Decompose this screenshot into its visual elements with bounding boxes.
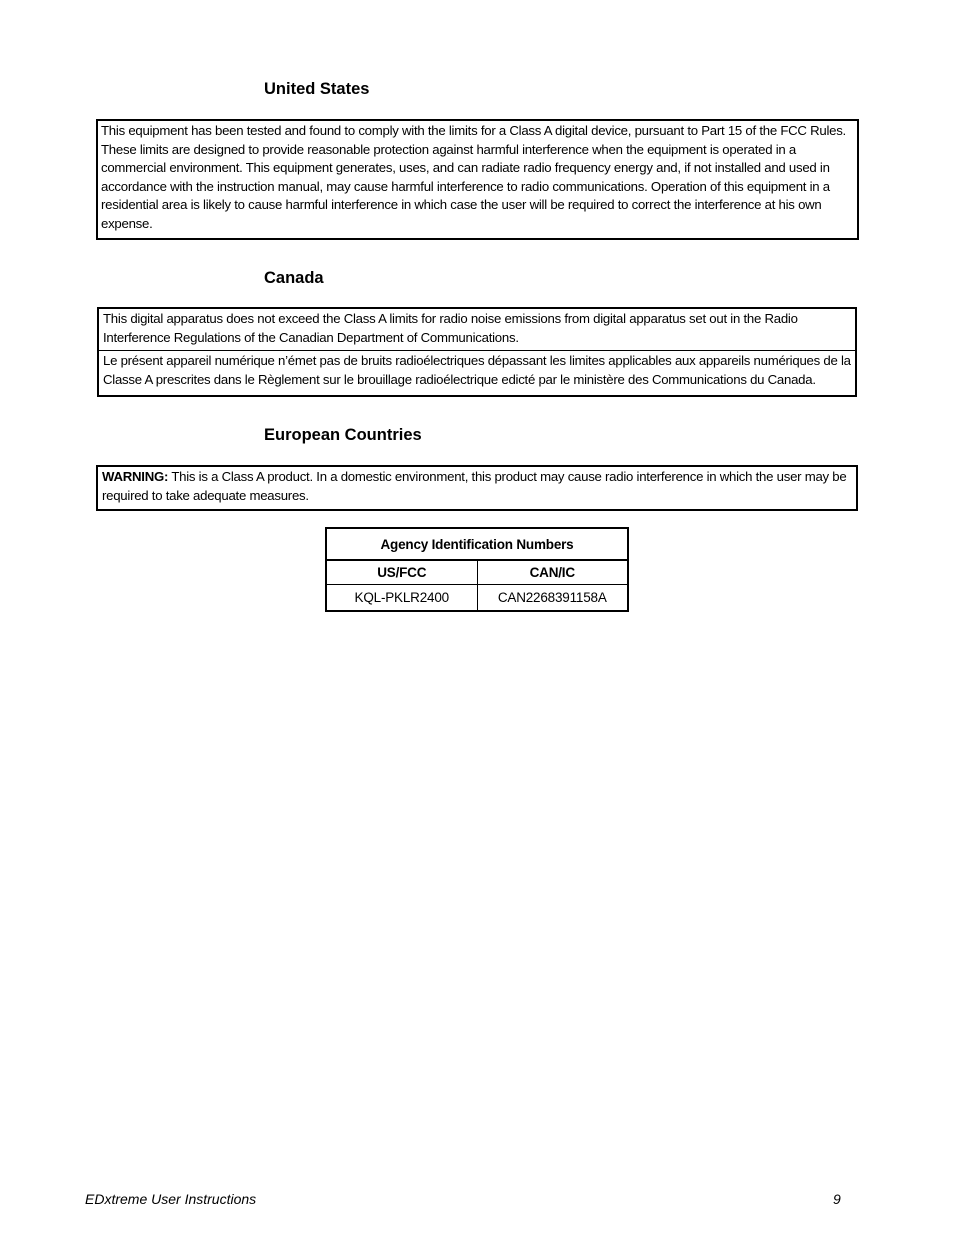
us-fcc-statement-box xyxy=(96,119,859,240)
agency-table-header-row xyxy=(326,560,628,585)
section-heading-canada: Canada xyxy=(264,269,324,287)
us-fcc-statement: This equipment has been tested and found to comply with the limits for a Class A digital device, pursuant to Part 15 of the FCC Rules. These limits are designed to provide reasonable protection against harmful interference when the equipment is operated in a commercial environment. This equipment generates, uses, and can radiate radio frequency energy and, if not installed and used in accordance with the instruction manual, may cause harmful interference to radio communications. Operation of this equipment in a residential area is likely to cause harmful interference in which case the user will be required to correct the interference at his own expense. xyxy=(101,123,846,231)
us-fcc-id: KQL-PKLR2400 xyxy=(326,585,477,612)
footer-page-number: 9 xyxy=(833,1191,841,1207)
column-header-can-ic: CAN/IC xyxy=(477,560,628,585)
section-heading-united-states: United States xyxy=(264,80,370,98)
canada-statement-box xyxy=(97,307,857,397)
canada-statement-english: This digital apparatus does not exceed the Class A limits for radio noise emissions from digital apparatus set out in the Radio Interference Regulations of the Canadian Department of Communications. xyxy=(103,311,798,345)
warning-text: This is a Class A product. In a domestic environment, this product may cause radio interference in which the user may be required to take adequate measures. xyxy=(102,469,847,503)
section-heading-european-countries: European Countries xyxy=(264,426,422,444)
column-header-us-fcc: US/FCC xyxy=(326,560,477,585)
agency-table-title: Agency Identification Numbers xyxy=(326,528,628,560)
eu-warning-box xyxy=(96,465,858,511)
warning-label: WARNING: xyxy=(102,469,169,484)
footer-document-title: EDxtreme User Instructions xyxy=(85,1191,257,1207)
agency-id-table xyxy=(325,527,629,612)
table-row xyxy=(326,585,628,612)
canada-statement-french: Le présent appareil numérique n’émet pas de bruits radioélectriques dépassant les limites applicables aux appareils numériques de la Classe A prescrites dans le Règlement sur le brouillage radioélectrique edicté par le ministère des Communications du Canada. xyxy=(103,353,851,387)
can-ic-id: CAN2268391158A xyxy=(477,585,628,612)
eu-warning-statement xyxy=(102,468,852,505)
